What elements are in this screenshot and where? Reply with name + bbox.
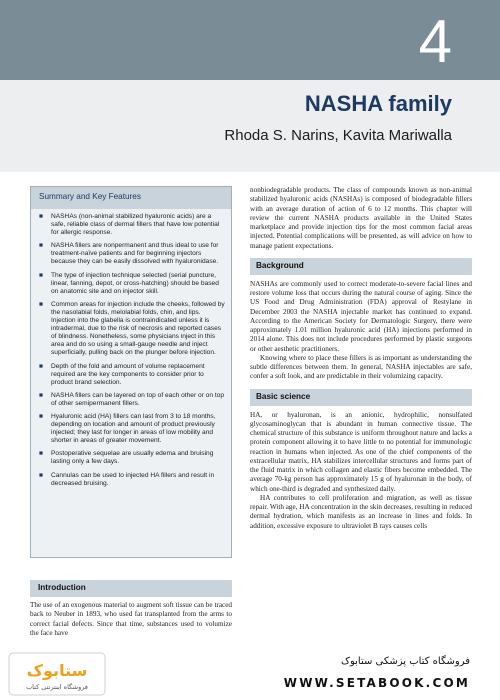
- bullet-icon: ■: [39, 242, 43, 250]
- summary-item: ■ Cannulas can be used to injected HA fillers and result in decreased bruising.: [39, 471, 215, 487]
- setabook-logo: [8, 652, 106, 696]
- summary-item: ■ Depth of the fold and amount of volume replacement required are the key components to consider prior to product brand selection.: [39, 362, 205, 386]
- bullet-icon: ■: [39, 362, 43, 370]
- summary-item: ■ Common areas for injection include the cheeks, followed by the nasolabial folds, melolabial folds, chin, and lips. Injection into the glabella is contraindicated unless it is intradermal, due to the risk of necrosis and reported cases of blindness. Nonetheless, some physicians inject in this area and do so using a small-gauge needle and inject superficially, pulling back on the plunger before injection.: [39, 300, 225, 357]
- watermark-persian-text: فروشگاه کتاب پزشکی ستابوک: [341, 656, 470, 667]
- introduction-heading: Introduction: [30, 580, 232, 597]
- bullet-icon: ■: [39, 300, 43, 308]
- watermark-url: WWW.SETABOOK.COM: [283, 676, 470, 690]
- bullet-icon: ■: [39, 213, 43, 220]
- summary-item: ■ NASHAs (non-animal stabilized hyaluronic acids) are a safe, reliable class of dermal fillers that have low potential for allergic response.: [39, 213, 220, 237]
- summary-item: ■ Postoperative sequelae are usually edema and bruising lasting only a few days.: [39, 450, 214, 466]
- summary-heading: Summary and Key Features: [31, 187, 231, 209]
- chapter-number: 4: [418, 8, 452, 75]
- summary-box: [30, 186, 232, 558]
- basic-science-paragraph: HA, or hyaluronan, is an anionic, hydrophilic, nonsulfated glycosaminoglycan that is abundant in human connective tissue. The chemical structure of this substance is uniform throughout nature and lacks a protein component allowing it to have little to no potential for immunologic reaction in humans when injected. As one of the chief components of the extracellular matrix, HA stabilizes intercellular structures and forms part of the fluid matrix in which collagen and elastic fibers become embedded. The average 70-kg person has approximately 15 g of hyaluronan in the body, of which one-third is degraded and synthesized daily.: [250, 410, 472, 493]
- bullet-icon: ■: [39, 271, 43, 279]
- background-heading: Background: [250, 258, 472, 275]
- summary-item: ■ NASHA fillers can be layered on top of each other or on top of other semipermanent fillers.: [39, 391, 225, 407]
- bullet-icon: ■: [39, 391, 43, 399]
- chapter-authors: Rhoda S. Narins, Kavita Mariwalla: [224, 127, 452, 144]
- opening-paragraph: nonbiodegradable products. The class of compounds known as non-animal stabilized hyaluronic acids (NASHAs) is composed of biodegradable fillers with an average duration of action of 6 to 12 months. This chapter will review the current NASHA products available in the United States marketplace and provide injection tips for the most common facial areas injected. Potential complications will be presented, as will advice on how to manage patient expectations.: [250, 186, 472, 250]
- basic-science-heading: Basic science: [250, 389, 472, 406]
- bullet-icon: ■: [39, 450, 43, 458]
- bullet-icon: ■: [39, 412, 43, 420]
- summary-item: ■ The type of injection technique selected (serial puncture, linear, fanning, depot, or cross-hatching) should be based on anatomic site and on injector skill.: [39, 271, 219, 295]
- background-paragraph: Knowing where to place these fillers is as important as understanding the subtle differences between them. In general, NASHA injectables are safe, confer a soft look, and are predictable in their volumizing capacity.: [250, 353, 472, 381]
- summary-item: ■ NASHA fillers are nonpermanent and thus ideal to use for treatment-naïve patients and for beginning injectors because they can be easily dissolved with hyaluronidase.: [39, 242, 219, 266]
- summary-item: ■ Hyaluronic acid (HA) fillers can last from 3 to 18 months, depending on location and amount of product previously injected; they last for longer in areas of low mobility and shorter in areas of greater movement.: [39, 412, 216, 445]
- basic-science-paragraph: HA contributes to cell proliferation and migration, as well as tissue repair. With age, HA concentration in the skin decreases, resulting in reduced dermal hydration, which manifests as an increase in lines and folds. In addition, excessive exposure to ultraviolet B rays causes cells: [250, 493, 472, 530]
- right-column: [250, 186, 472, 531]
- chapter-title: NASHA family: [304, 91, 452, 116]
- svg-text:ستابوک: ستابوک: [26, 661, 88, 680]
- introduction-text: The use of an exogenous material to augment soft tissue can be traced back to Neuber in 1893, who used fat transplanted from the arms to correct facial defects. Since that time, substances used to volumize the face have: [30, 601, 232, 637]
- summary-list: [31, 209, 231, 488]
- background-paragraph: NASHAs are commonly used to correct moderate-to-severe facial lines and restore volume loss that occurs during the natural course of aging. Since the US Food and Drug Administration (FDA) approval of Restylane in December 2003 the NASHA injectable market has continued to expand. According to the American Society for Dermatologic Surgery, there were approximately 1.01 million hyaluronic acid (HA) injections performed in 2014 alone. This does not include procedures performed by plastic surgeons or other aesthetic practitioners.: [250, 279, 472, 353]
- svg-text:فروشگاه اینترنتی کتاب: فروشگاه اینترنتی کتاب: [26, 683, 88, 691]
- bullet-icon: ■: [39, 471, 43, 479]
